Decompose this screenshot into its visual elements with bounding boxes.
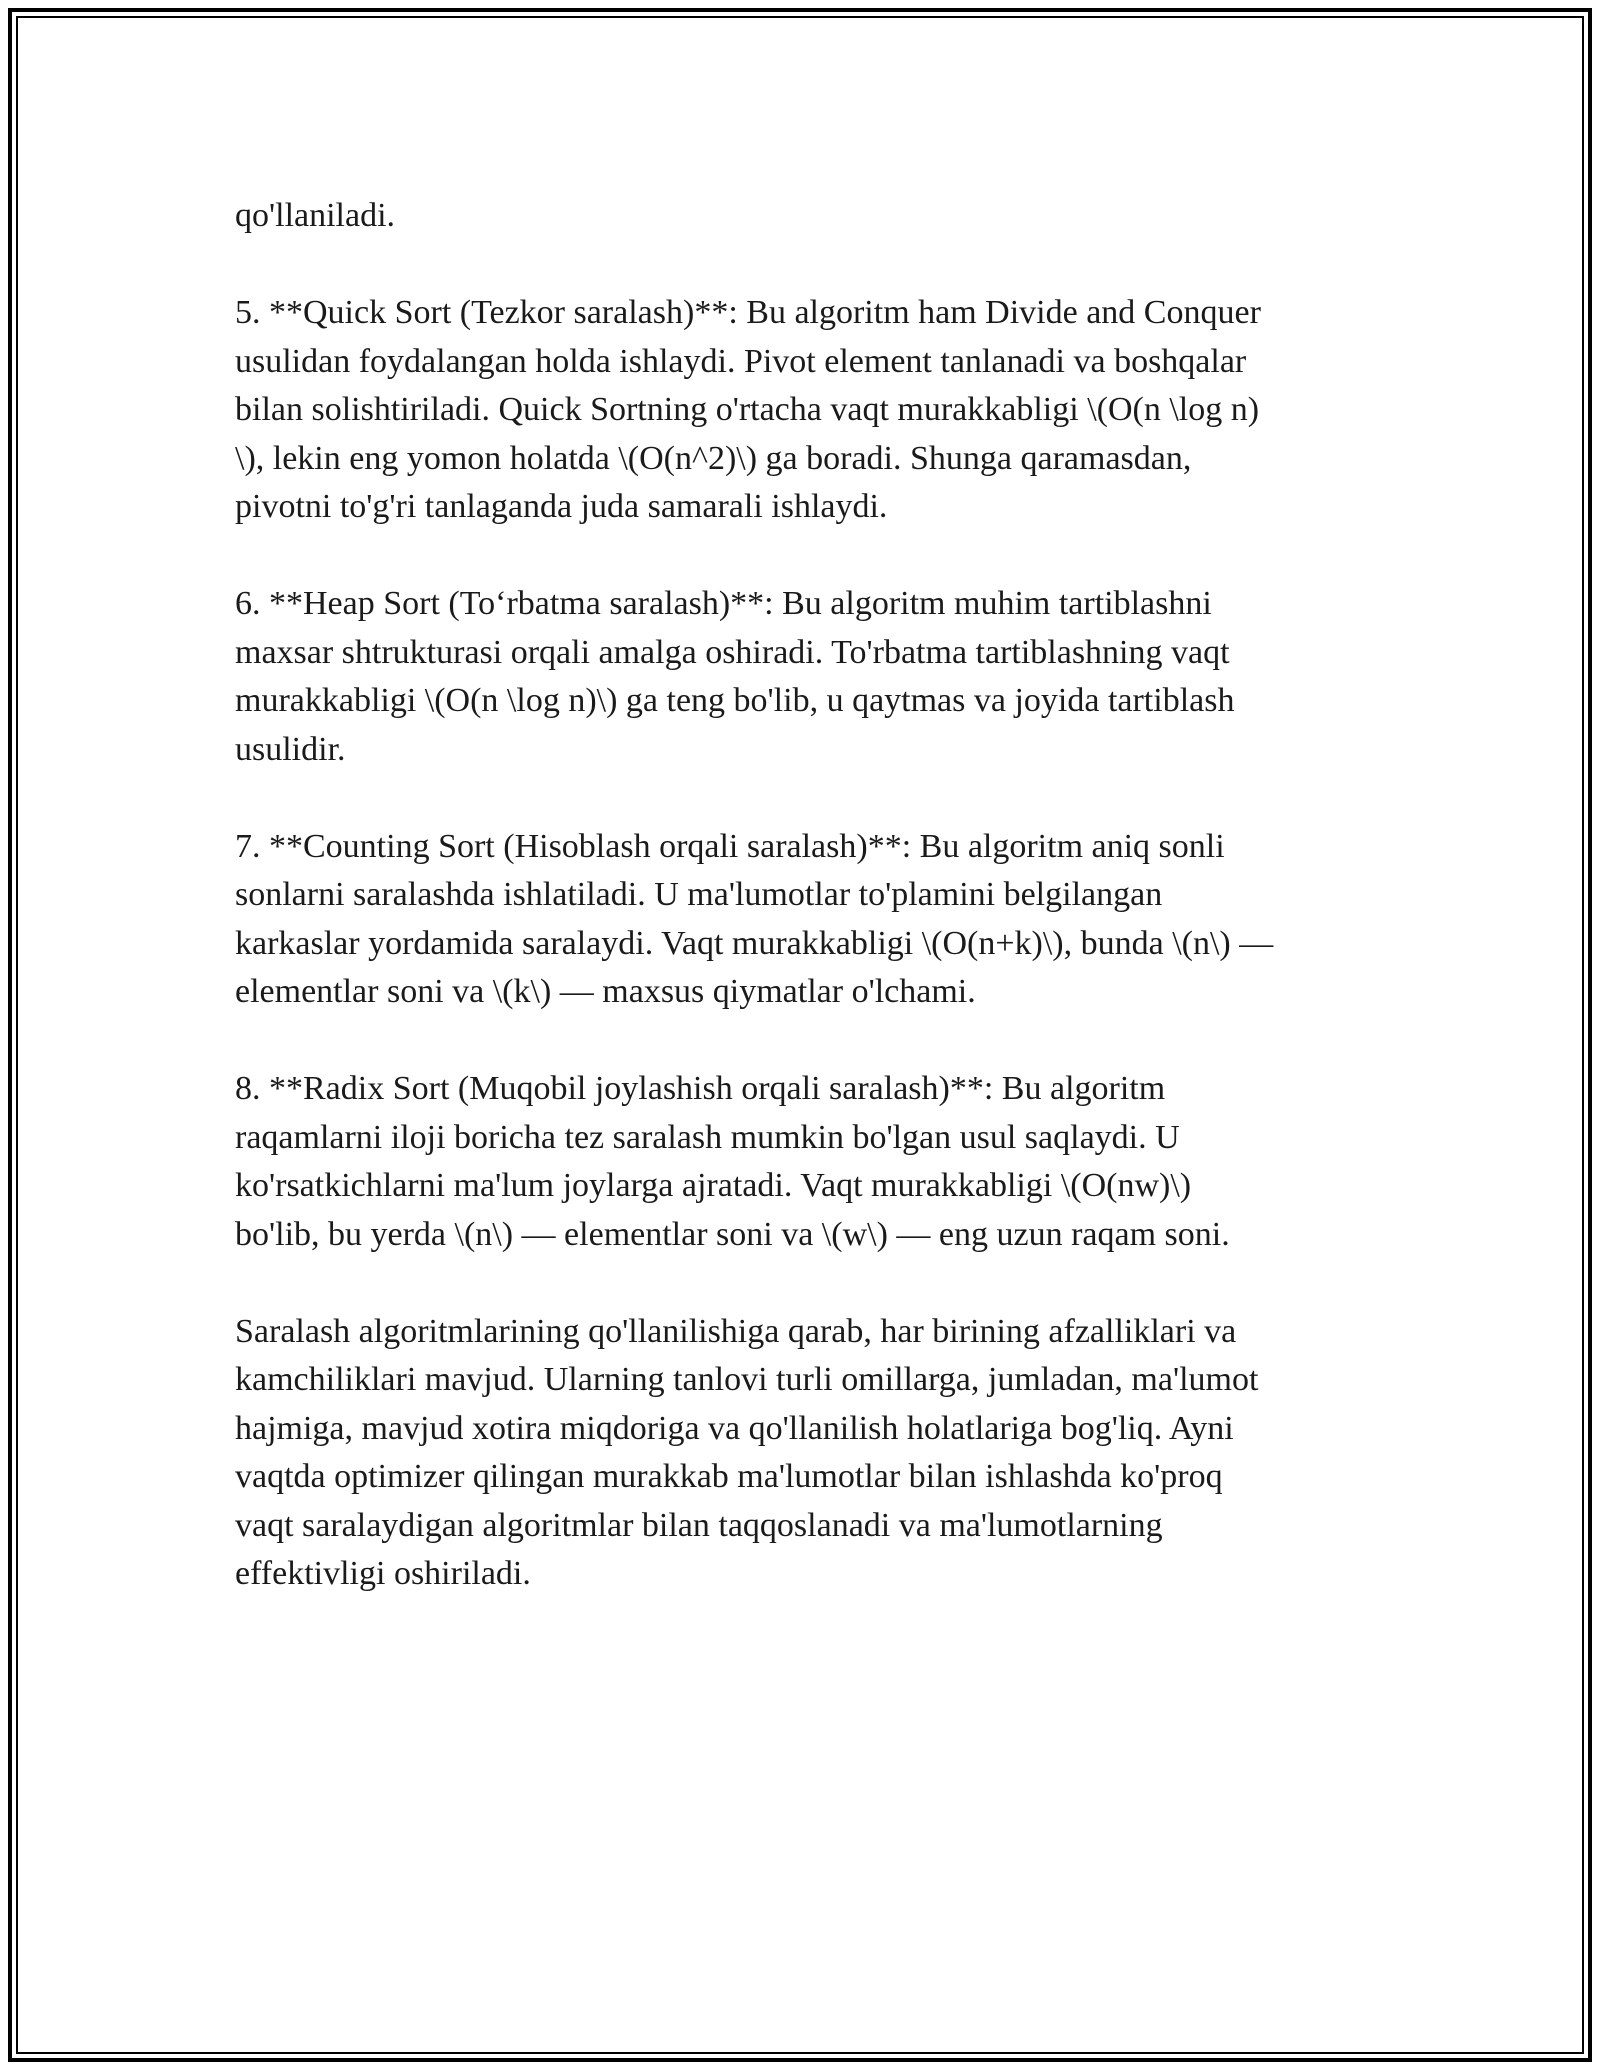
paragraph-continuation: qo'llaniladi. [235,197,396,234]
page-border [8,8,1592,2062]
document-body [235,192,1385,1647]
paragraph-conclusion: Saralash algoritmlarining qo'llanilishiga qarab, har birining afzalliklari va kamchiliklari mavjud. Ularning tanlovi turli omillarga, jumladan, ma'lumot hajmiga, mavjud xotira miqdoriga va qo'llanilish holatlariga bog'liq. Ayni vaqtda optimizer qilingan murakkab ma'lumotlar bilan ishlashda ko'proq vaqt saralaydigan algoritmlar bilan taqqoslanadi va ma'lumotlarning effektivligi oshiriladi. [235,1312,1259,1592]
paragraph-counting-sort: 7. **Counting Sort (Hisoblash orqali saralash)**: Bu algoritm aniq sonli sonlarni saralashda ishlatiladi. U ma'lumotlar to'plamini belgilangan karkaslar yordamida saralaydi. Vaqt murakkabligi \(O(n+k)\), bunda \(n\) — elementlar soni va \(k\) — maxsus qiymatlar o'lchami. [235,827,1274,1010]
paragraph-radix-sort: 8. **Radix Sort (Muqobil joylashish orqali saralash)**: Bu algoritm raqamlarni iloji boricha tez saralash mumkin bo'lgan usul saqlaydi. U ko'rsatkichlarni ma'lum joylarga ajratadi. Vaqt murakkabligi \(O(nw)\) bo'lib, bu yerda \(n\) — elementlar soni va \(w\) — eng uzun raqam soni. [235,1070,1230,1253]
paragraph-heap-sort: 6. **Heap Sort (To‘rbatma saralash)**: Bu algoritm muhim tartiblashni maxsar shtrukturasi orqali amalga oshiradi. To'rbatma tartiblashning vaqt murakkabligi \(O(n \log n)\) ga teng bo'lib, u qaytmas va joyida tartiblash usulidir. [235,585,1235,768]
paragraph-quick-sort: 5. **Quick Sort (Tezkor saralash)**: Bu algoritm ham Divide and Conquer usulidan foydalangan holda ishlaydi. Pivot element tanlanadi va boshqalar bilan solishtiriladi. Quick Sortning o'rtacha vaqt murakkabligi \(O(n \log n) \), lekin eng yomon holatda \(O(n^2)\) ga boradi. Shunga qaramasdan, pivotni to'g'ri tanlaganda juda samarali ishlaydi. [235,294,1261,525]
